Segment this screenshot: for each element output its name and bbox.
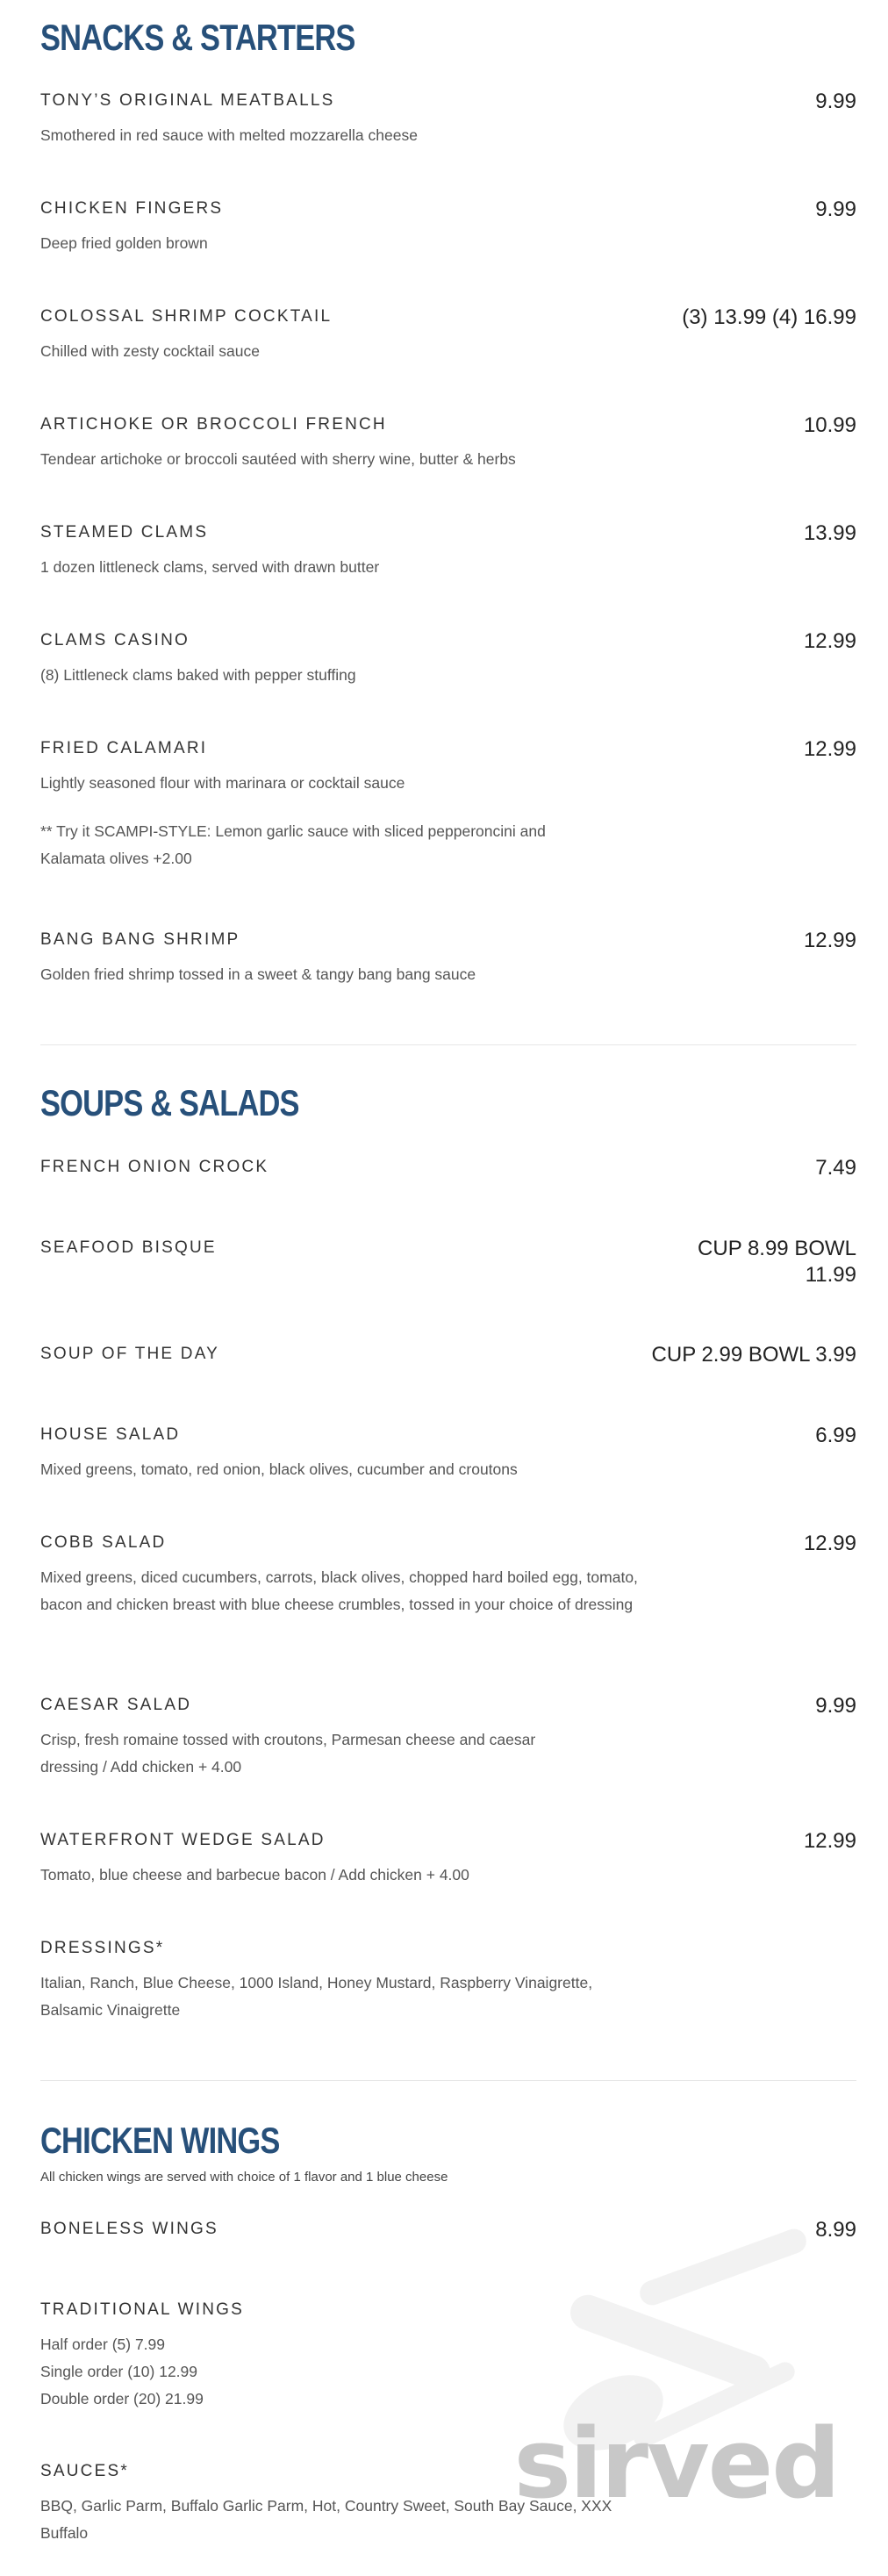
item-name: COBB SALAD (40, 1533, 167, 1552)
item-name: COLOSSAL SHRIMP COCKTAIL (40, 307, 333, 326)
item-price: 13.99 (803, 521, 856, 545)
menu-item (40, 198, 856, 257)
item-name: BONELESS WINGS (40, 2220, 218, 2238)
menu-item (40, 1938, 856, 2024)
section-title: SNACKS & STARTERS (40, 17, 355, 58)
section-title: CHICKEN WINGS (40, 2120, 280, 2161)
item-option: Half order (5) 7.99 (40, 2336, 166, 2353)
menu-item (40, 306, 856, 365)
menu-item (40, 1237, 856, 1287)
section-title: SOUPS & SALADS (40, 1082, 299, 1123)
menu-item (40, 414, 856, 473)
item-price: 9.99 (815, 197, 856, 221)
item-option: Single order (10) 12.99 (40, 2363, 197, 2380)
menu-item (40, 738, 856, 872)
menu-item (40, 522, 856, 581)
item-price: 9.99 (815, 90, 856, 113)
item-price: 12.99 (803, 1829, 856, 1853)
item-name: FRENCH ONION CROCK (40, 1158, 269, 1176)
item-price: 7.49 (815, 1156, 856, 1180)
item-price: (3) 13.99 (4) 16.99 (682, 305, 856, 329)
item-name: HOUSE SALAD (40, 1425, 181, 1444)
item-name: SEAFOOD BISQUE (40, 1238, 217, 1257)
item-name: DRESSINGS* (40, 1939, 165, 1957)
menu-item (40, 1695, 856, 1781)
menu-item (40, 1532, 856, 1618)
section-divider (40, 2080, 856, 2081)
item-price: 12.99 (803, 1532, 856, 1555)
item-price: 8.99 (815, 2218, 856, 2242)
item-name: ARTICHOKE OR BROCCOLI FRENCH (40, 415, 387, 434)
item-description: Italian, Ranch, Blue Cheese, 1000 Island, Honey Mustard, Raspberry Vinaigrette, Balsamic Vinaigrette (40, 1974, 593, 2019)
item-description: Mixed greens, tomato, red onion, black olives, cucumber and croutons (40, 1460, 518, 1478)
menu-item (40, 90, 856, 149)
item-price: CUP 8.99 BOWL 11.99 (698, 1237, 856, 1287)
item-name: STEAMED CLAMS (40, 523, 209, 542)
menu-item (40, 1830, 856, 1889)
item-option: Double order (20) 21.99 (40, 2390, 204, 2407)
item-description: Tomato, blue cheese and barbecue bacon / Add chicken + 4.00 (40, 1866, 469, 1884)
item-name: CHICKEN FINGERS (40, 199, 224, 218)
item-description: Deep fried golden brown (40, 234, 208, 252)
item-price: 10.99 (803, 413, 856, 437)
item-price: 12.99 (803, 629, 856, 653)
section-divider (40, 1044, 856, 1045)
item-name: CAESAR SALAD (40, 1696, 192, 1714)
item-description: BBQ, Garlic Parm, Buffalo Garlic Parm, Hot, Country Sweet, South Bay Sauce, XXX Buffalo (40, 2497, 612, 2542)
item-price: 6.99 (815, 1424, 856, 1447)
item-description: Chilled with zesty cocktail sauce (40, 342, 260, 360)
item-description: (8) Littleneck clams baked with pepper stuffing (40, 666, 356, 684)
section-note: All chicken wings are served with choice of 1 flavor and 1 blue cheese (40, 2170, 448, 2185)
item-price: 12.99 (803, 929, 856, 952)
item-name: SAUCES* (40, 2462, 129, 2480)
item-name: TONY’S ORIGINAL MEATBALLS (40, 91, 335, 110)
item-description: Lightly seasoned flour with marinara or cocktail sauce (40, 774, 405, 792)
menu-item (40, 1344, 856, 1365)
item-description: Crisp, fresh romaine tossed with croutons, Parmesan cheese and caesar dressing / Add chicken + 4.00 (40, 1731, 536, 1776)
menu-item (40, 630, 856, 689)
section-soups (40, 1082, 355, 1123)
item-description: 1 dozen littleneck clams, served with drawn butter (40, 558, 380, 576)
section-wings (40, 2122, 448, 2185)
item-name: CLAMS CASINO (40, 631, 190, 649)
item-price: CUP 2.99 BOWL 3.99 (651, 1343, 856, 1367)
item-name: BANG BANG SHRIMP (40, 930, 240, 949)
item-description: Golden fried shrimp tossed in a sweet & tangy bang bang sauce (40, 965, 476, 983)
item-description: Smothered in red sauce with melted mozzarella cheese (40, 126, 418, 144)
sirved-watermark: sirved (513, 2407, 839, 2520)
item-name: WATERFRONT WEDGE SALAD (40, 1831, 326, 1849)
menu-item (40, 1157, 856, 1178)
menu-item (40, 929, 856, 988)
item-name: TRADITIONAL WINGS (40, 2300, 244, 2319)
item-description: Mixed greens, diced cucumbers, carrots, black olives, chopped hard boiled egg, tomato, bacon and chicken breast with blue cheese crumbles, tossed in your choice of dressing (40, 1568, 638, 1613)
item-price: 12.99 (803, 737, 856, 761)
section-snacks (40, 19, 424, 56)
item-description: Tendear artichoke or broccoli sautéed with sherry wine, butter & herbs (40, 450, 516, 468)
item-note: ** Try it SCAMPI-STYLE: Lemon garlic sauce with sliced pepperoncini and Kalamata olives +2.00 (40, 822, 546, 867)
item-price: 9.99 (815, 1694, 856, 1718)
item-name: SOUP OF THE DAY (40, 1345, 220, 1363)
item-name: FRIED CALAMARI (40, 739, 208, 757)
menu-item (40, 1424, 856, 1483)
